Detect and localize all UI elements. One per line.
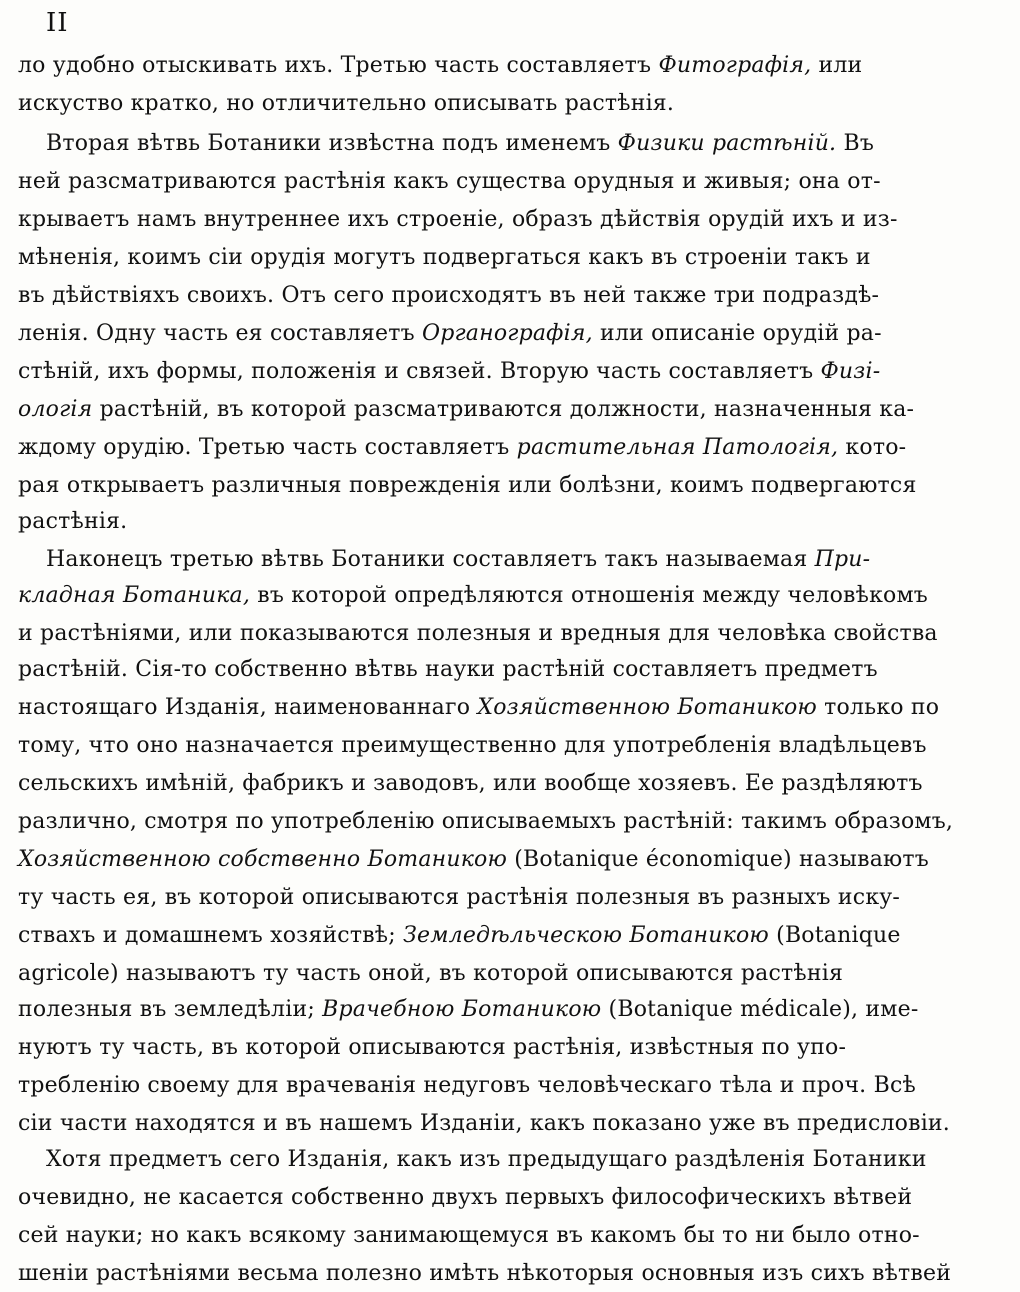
text-segment: стѣній, ихъ формы, положенія и связей. Вторую часть составляетъ [18, 359, 821, 384]
text-line [18, 694, 1004, 722]
italic-term: Органографія, [421, 321, 593, 346]
text-line [18, 922, 1004, 950]
text-segment: ствахъ и домашнемъ хозяйствѣ; [18, 923, 404, 948]
text-segment: и растѣніями, или показываются полезныя и вредныя для человѣка свойства [18, 621, 938, 646]
text-line [18, 846, 1004, 874]
italic-term: ологія [18, 397, 93, 422]
text-segment: мѣненія, коимъ сіи орудія могутъ подвергаться какъ въ строеніи такъ и [18, 245, 871, 270]
italic-term: кладная Ботаника, [18, 583, 251, 608]
text-segment: agricole) называютъ ту часть оной, въ которой описываются растѣнія [18, 961, 844, 986]
text-segment: различно, смотря по употребленію описываемыхъ растѣній: такимъ образомъ, [18, 809, 954, 834]
text-segment: (Botanique [768, 923, 901, 948]
italic-term: Физики растѣній. [617, 131, 837, 156]
text-segment: Хотя предметъ сего Изданія, какъ изъ предыдущаго раздѣленія Ботаники [46, 1147, 927, 1172]
italic-term: Земледѣльческою Ботаникою [403, 923, 769, 948]
text-line [18, 244, 1004, 272]
text-segment: искуство кратко, но отличительно описывать растѣнія. [18, 91, 675, 116]
text-segment: растѣній. Сія-то собственно вѣтвь науки растѣній составляетъ предметъ [18, 657, 878, 682]
text-segment: ло удобно отыскивать ихъ. Третью часть составляетъ [18, 53, 659, 78]
text-segment: ней разсматриваются растѣнія какъ существа орудныя и живыя; она от- [18, 169, 881, 194]
text-segment: крываетъ намъ внутреннее ихъ строеніе, образъ дѣйствія орудій ихъ и из- [18, 207, 898, 232]
text-segment: (Botanique économique) называютъ [507, 847, 929, 872]
text-line [46, 546, 1004, 574]
text-line [18, 620, 1004, 648]
text-line [18, 884, 1004, 912]
italic-term: растительная Патологія, [516, 435, 839, 460]
text-line [18, 358, 1004, 386]
text-segment: сіи части находятся и въ нашемъ Изданіи, какъ показано уже въ предисловіи. [18, 1111, 950, 1136]
italic-term: Физі- [820, 359, 881, 384]
text-segment: Наконецъ третью вѣтвь Ботаники составляетъ такъ называемая [46, 547, 815, 572]
text-line [46, 1146, 1004, 1174]
text-segment: растѣній, въ которой разсматриваются должности, назначенныя ка- [92, 397, 915, 422]
text-segment: сельскихъ имѣній, фабрикъ и заводовъ, или вообще хозяевъ. Ее раздѣляютъ [18, 771, 923, 796]
text-line [18, 996, 1004, 1024]
text-segment: Въ [836, 131, 875, 156]
text-segment: или [811, 53, 863, 78]
text-line [18, 1072, 1004, 1100]
text-line [18, 434, 1004, 462]
text-segment: только по [816, 695, 940, 720]
text-line [18, 1260, 1004, 1288]
text-segment: тому, что оно назначается преимущественно для употребленія владѣльцевъ [18, 733, 927, 758]
text-segment: полезныя въ земледѣліи; [18, 997, 323, 1022]
text-line [18, 396, 1004, 424]
text-segment: въ дѣйствіяхъ своихъ. Отъ сего происходятъ въ ней также три подраздѣ- [18, 283, 880, 308]
text-segment: требленію своему для врачеванія недуговъ человѣческаго тѣла и проч. Всѣ [18, 1073, 916, 1098]
text-line [18, 206, 1004, 234]
italic-term: Хозяйственною собственно Ботаникою [18, 847, 508, 872]
text-line [18, 282, 1004, 310]
text-line [18, 52, 1004, 80]
text-segment: растѣнія. [18, 509, 128, 534]
text-segment: ленія. Одну часть ея составляетъ [18, 321, 422, 346]
text-segment: шеніи растѣніями весьма полезно имѣть нѣкоторыя основныя изъ сихъ вѣтвей [18, 1261, 952, 1286]
text-line [18, 732, 1004, 760]
text-segment: нуютъ ту часть, въ которой описываются растѣнія, извѣстныя по упо- [18, 1035, 847, 1060]
text-segment: ждому орудію. Третью часть составляетъ [18, 435, 517, 460]
text-segment: въ которой опредѣляются отношенія между человѣкомъ [250, 583, 929, 608]
text-line [18, 508, 1004, 536]
text-segment: кото- [838, 435, 907, 460]
text-line [18, 1184, 1004, 1212]
text-segment: ту часть ея, въ которой описываются растѣнія полезныя въ разныхъ иску- [18, 885, 901, 910]
text-line [18, 808, 1004, 836]
text-line [18, 770, 1004, 798]
page-number: II [46, 8, 69, 38]
text-line [46, 130, 1004, 158]
text-segment: очевидно, не касается собственно двухъ первыхъ философическихъ вѣтвей [18, 1185, 913, 1210]
text-line [18, 472, 1004, 500]
text-line [18, 320, 1004, 348]
italic-term: При- [814, 547, 871, 572]
text-line [18, 960, 1004, 988]
text-segment: сей науки; но какъ всякому занимающемуся въ какомъ бы то ни было отно- [18, 1223, 920, 1248]
text-segment: Вторая вѣтвь Ботаники извѣстна подъ именемъ [46, 131, 618, 156]
italic-term: Врачебною Ботаникою [322, 997, 602, 1022]
text-line [18, 582, 1004, 610]
text-line [18, 656, 1004, 684]
text-segment: (Botanique médicale), име- [601, 997, 919, 1022]
text-line [18, 1110, 1004, 1138]
italic-term: Хозяйственною Ботаникою [477, 695, 817, 720]
text-line [18, 168, 1004, 196]
text-line [18, 1222, 1004, 1250]
text-segment: рая открываетъ различныя поврежденія или болѣзни, коимъ подвергаются [18, 473, 917, 498]
text-line [18, 90, 1004, 118]
italic-term: Фитографія, [658, 53, 812, 78]
text-segment: или описаніе орудій ра- [592, 321, 882, 346]
text-line [18, 1034, 1004, 1062]
text-segment: настоящаго Изданія, наименованнаго [18, 695, 478, 720]
